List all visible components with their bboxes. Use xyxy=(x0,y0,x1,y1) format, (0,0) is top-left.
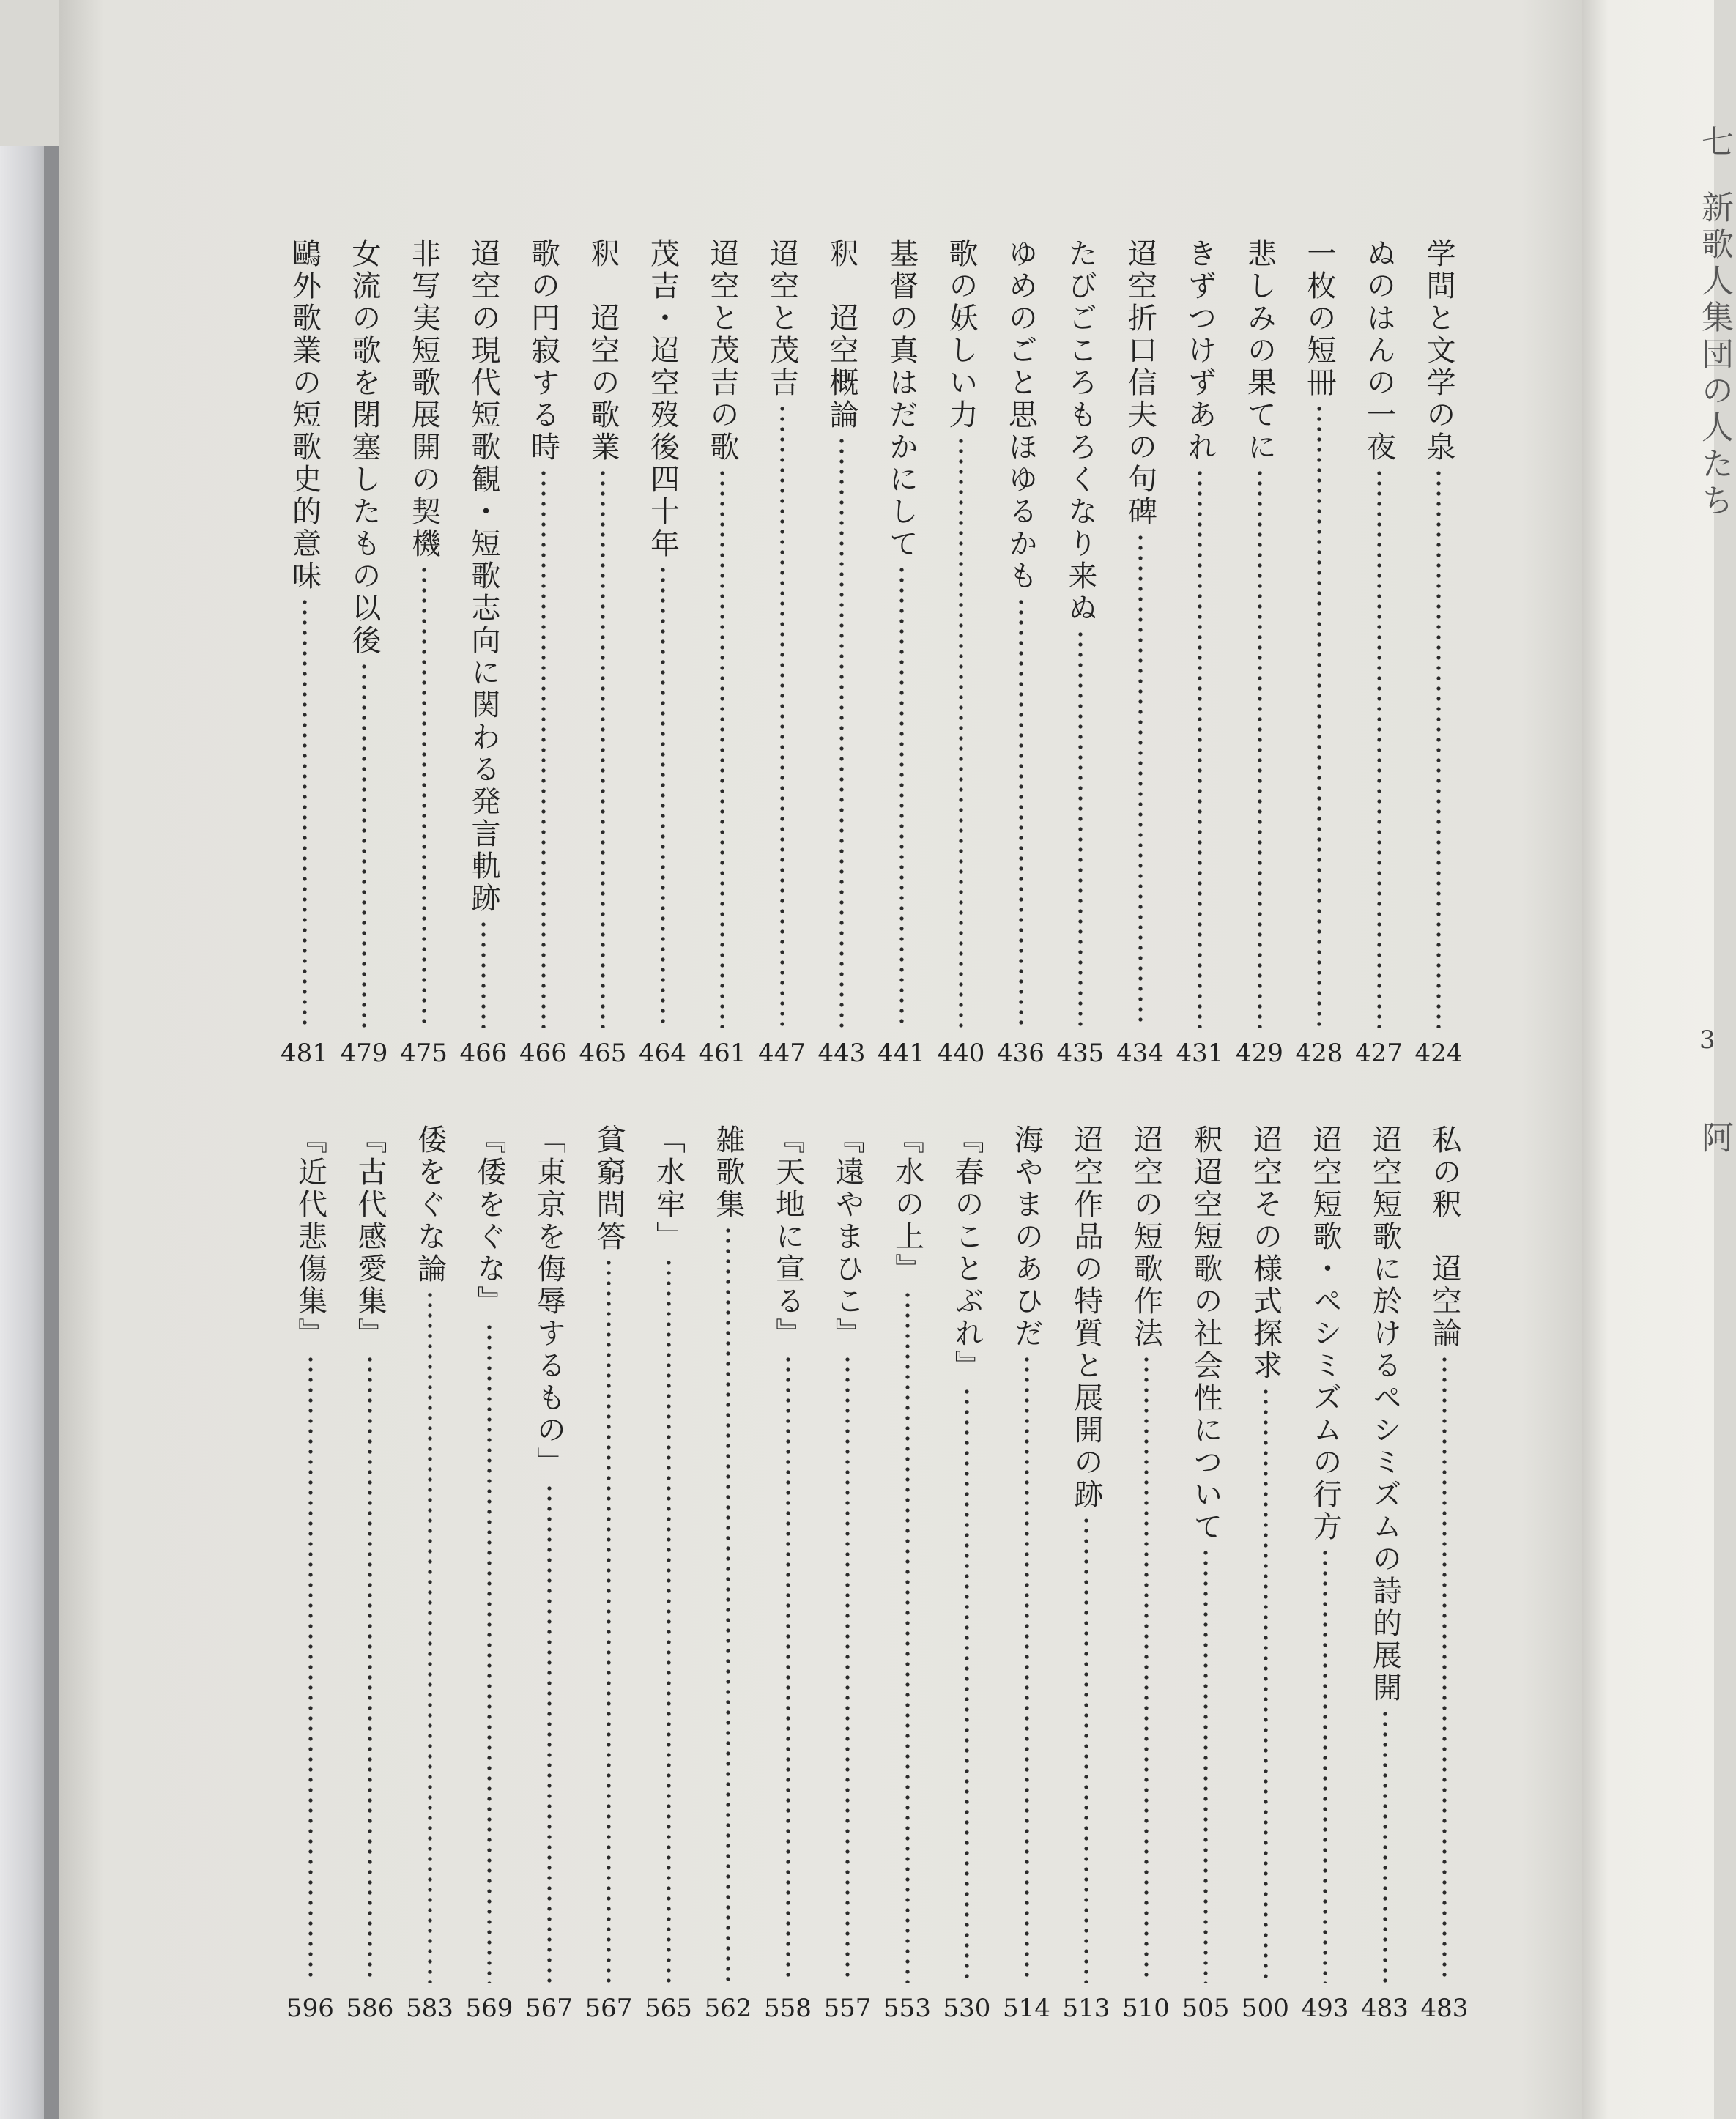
toc-entry-title: 『春のことぶれ』 xyxy=(950,1124,984,1382)
toc-entry-title: 迢空その様式探求 xyxy=(1248,1124,1283,1382)
toc-page-number: 475 xyxy=(400,1039,448,1068)
toc-leader-dots xyxy=(1376,468,1382,1028)
toc-entry-title: きずつけずあれ xyxy=(1183,238,1217,464)
toc-leader-dots xyxy=(845,1354,850,1983)
toc-leader-dots xyxy=(779,404,785,1028)
toc-page-number: 466 xyxy=(519,1039,567,1068)
toc-page-number: 500 xyxy=(1242,1994,1289,2023)
toc-entry-title: 悲しみの果てに xyxy=(1242,238,1277,464)
toc-leader-dots xyxy=(308,1354,314,1983)
toc-leader-dots xyxy=(1322,1548,1328,1983)
toc-page-number: 596 xyxy=(286,1994,334,2023)
toc-entry-title: 迢空作品の特質と展開の跡 xyxy=(1069,1124,1103,1511)
toc-page xyxy=(59,0,1582,2119)
toc-page-number: 586 xyxy=(346,1994,394,2023)
toc-leader-dots xyxy=(1024,1354,1030,1983)
toc-entry-title: 釈 迢空の歌業 xyxy=(586,238,620,464)
toc-leader-dots xyxy=(666,1258,672,1983)
toc-entry-title: 雑歌集 xyxy=(711,1124,745,1221)
toc-page-number: 466 xyxy=(459,1039,508,1068)
toc-page-number: 429 xyxy=(1236,1039,1283,1068)
toc-page-number: 441 xyxy=(878,1039,925,1068)
next-page-lower-heading: 阿 xyxy=(1696,1121,1733,1157)
toc-page-number: 583 xyxy=(406,1994,453,2023)
next-page-number: 3 xyxy=(1699,1025,1715,1055)
toc-leader-dots xyxy=(302,597,308,1028)
next-page-heading: 新歌人集団の人たち xyxy=(1696,190,1733,520)
toc-page-number: 569 xyxy=(465,1994,513,2023)
toc-entry-title: 『近代悲傷集』 xyxy=(293,1124,327,1350)
toc-entry-title: 茂吉・迢空歿後四十年 xyxy=(645,238,680,560)
toc-entry-title: 女流の歌を閉塞したもの以後 xyxy=(347,238,381,657)
toc-leader-dots xyxy=(964,1387,970,1983)
toc-leader-dots xyxy=(1257,468,1263,1028)
toc-entry-title: 迢空短歌に於けるペシミズムの詩的展開 xyxy=(1368,1124,1402,1704)
toc-page-number: 431 xyxy=(1176,1039,1224,1068)
toc-page-number: 424 xyxy=(1414,1039,1463,1068)
toc-page-number: 428 xyxy=(1295,1039,1343,1068)
toc-leader-dots xyxy=(427,1290,433,1983)
toc-page-number: 510 xyxy=(1122,1994,1170,2023)
toc-page-number: 443 xyxy=(817,1039,866,1068)
toc-entry-title: 迢空折口信夫の句碑 xyxy=(1123,238,1157,528)
toc-leader-dots xyxy=(1018,597,1024,1028)
toc-leader-dots xyxy=(905,1290,910,1983)
toc-page-number: 435 xyxy=(1056,1039,1105,1068)
toc-entry-title: 迢空と茂吉の歌 xyxy=(705,238,739,464)
toc-leader-dots xyxy=(481,919,486,1028)
toc-entry-title: 学問と文学の泉 xyxy=(1422,238,1455,464)
toc-entry-title: 『水の上』 xyxy=(890,1124,924,1285)
toc-entry-title: 倭をぐな論 xyxy=(412,1124,447,1285)
toc-page-number: 436 xyxy=(997,1039,1045,1068)
toc-page-number: 465 xyxy=(579,1039,627,1068)
toc-leader-dots xyxy=(541,468,546,1028)
toc-page-number: 562 xyxy=(704,1994,752,2023)
toc-page-number: 447 xyxy=(758,1039,806,1068)
toc-leader-dots xyxy=(1442,1354,1447,1983)
toc-entry-title: 鷗外歌業の短歌史的意味 xyxy=(287,238,322,593)
toc-entry-title: 『遠やまひこ』 xyxy=(831,1124,864,1350)
toc-leader-dots xyxy=(1382,1709,1388,1983)
toc-page-number: 479 xyxy=(340,1039,388,1068)
toc-page-number: 464 xyxy=(639,1039,686,1068)
toc-leader-dots xyxy=(1083,1515,1089,1983)
toc-leader-dots xyxy=(719,468,725,1028)
toc-leader-dots xyxy=(367,1354,373,1983)
toc-entry-title: 歌の円寂する時 xyxy=(526,238,560,464)
toc-entry-title: 「水牢」 xyxy=(651,1124,686,1253)
toc-leader-dots xyxy=(606,1258,612,1983)
toc-leader-dots xyxy=(1263,1387,1269,1983)
toc-leader-dots xyxy=(785,1354,791,1983)
toc-page-number: 434 xyxy=(1116,1039,1164,1068)
toc-page-number: 558 xyxy=(764,1994,812,2023)
toc-page-number: 427 xyxy=(1355,1039,1403,1068)
toc-leader-dots xyxy=(958,436,964,1028)
toc-leader-dots xyxy=(361,661,367,1028)
toc-entry-title: 私の釈 迢空論 xyxy=(1428,1124,1461,1350)
toc-page-number: 505 xyxy=(1182,1994,1230,2023)
toc-leader-dots xyxy=(1143,1354,1149,1983)
toc-leader-dots xyxy=(421,565,427,1028)
toc-leader-dots xyxy=(600,468,606,1028)
toc-page-number: 483 xyxy=(1361,1994,1409,2023)
toc-leader-dots xyxy=(1138,532,1143,1028)
toc-entry-title: 貧窮問答 xyxy=(592,1124,626,1253)
toc-entry-title: 迢空と茂吉 xyxy=(765,238,799,399)
toc-entry-title: 基督の真はだかにして xyxy=(884,238,919,560)
toc-entry-title: 釈迢空短歌の社会性について xyxy=(1189,1124,1223,1543)
toc-leader-dots xyxy=(1203,1548,1209,1983)
toc-page-number: 565 xyxy=(645,1994,692,2023)
toc-leader-dots xyxy=(546,1483,552,1983)
toc-leader-dots xyxy=(1436,468,1442,1028)
toc-page-number: 567 xyxy=(525,1994,573,2023)
toc-entry-title: 『倭をぐな』 xyxy=(472,1124,506,1318)
toc-leader-dots xyxy=(660,565,666,1028)
toc-leader-dots xyxy=(899,565,905,1028)
toc-page-number: 530 xyxy=(943,1994,991,2023)
toc-page-number: 514 xyxy=(1003,1994,1050,2023)
toc-entry-title: 一枚の短冊 xyxy=(1302,238,1336,399)
toc-page-number: 557 xyxy=(823,1994,872,2023)
toc-entry-title: ゆめのごと思ほゆるかも xyxy=(1004,238,1038,593)
toc-page-number: 481 xyxy=(281,1039,328,1068)
toc-entry-title: 海やまのあひだ xyxy=(1009,1124,1044,1350)
toc-page-number: 440 xyxy=(937,1039,985,1068)
toc-entry-title: 『古代感愛集』 xyxy=(353,1124,387,1350)
toc-page-number: 483 xyxy=(1420,1994,1469,2023)
toc-leader-dots xyxy=(725,1225,731,1983)
toc-leader-dots xyxy=(1197,468,1203,1028)
toc-page-number: 513 xyxy=(1062,1994,1110,2023)
toc-entry-title: 非写実短歌展開の契機 xyxy=(407,238,441,560)
binder-edge xyxy=(44,146,59,2119)
toc-page-number: 567 xyxy=(585,1994,633,2023)
next-page-edge xyxy=(1582,0,1733,2119)
toc-leader-dots xyxy=(839,436,845,1028)
toc-entry-title: たびごころもろくなり来ぬ xyxy=(1064,238,1097,625)
toc-page-number: 493 xyxy=(1301,1994,1349,2023)
next-page-chapter-mark: 七 xyxy=(1696,125,1733,161)
toc-entry-title: 迢空の現代短歌観・短歌志向に関わる発言軌跡 xyxy=(467,238,500,915)
toc-entry-title: 歌の妖しい力 xyxy=(944,238,978,431)
toc-entry-title: ぬのはんの一夜 xyxy=(1362,238,1396,464)
toc-entry-title: 釈 迢空概論 xyxy=(825,238,858,431)
toc-entry-title: 迢空の短歌作法 xyxy=(1129,1124,1163,1350)
toc-leader-dots xyxy=(486,1322,492,1983)
toc-entry-title: 『天地に宣る』 xyxy=(771,1124,805,1350)
toc-page-number: 553 xyxy=(883,1994,931,2023)
toc-leader-dots xyxy=(1316,404,1322,1028)
toc-leader-dots xyxy=(1077,629,1083,1028)
toc-entry-title: 「東京を侮辱するもの」 xyxy=(532,1124,566,1479)
toc-entry-title: 迢空短歌・ペシミズムの行方 xyxy=(1308,1124,1342,1543)
toc-page-number: 461 xyxy=(698,1039,746,1068)
